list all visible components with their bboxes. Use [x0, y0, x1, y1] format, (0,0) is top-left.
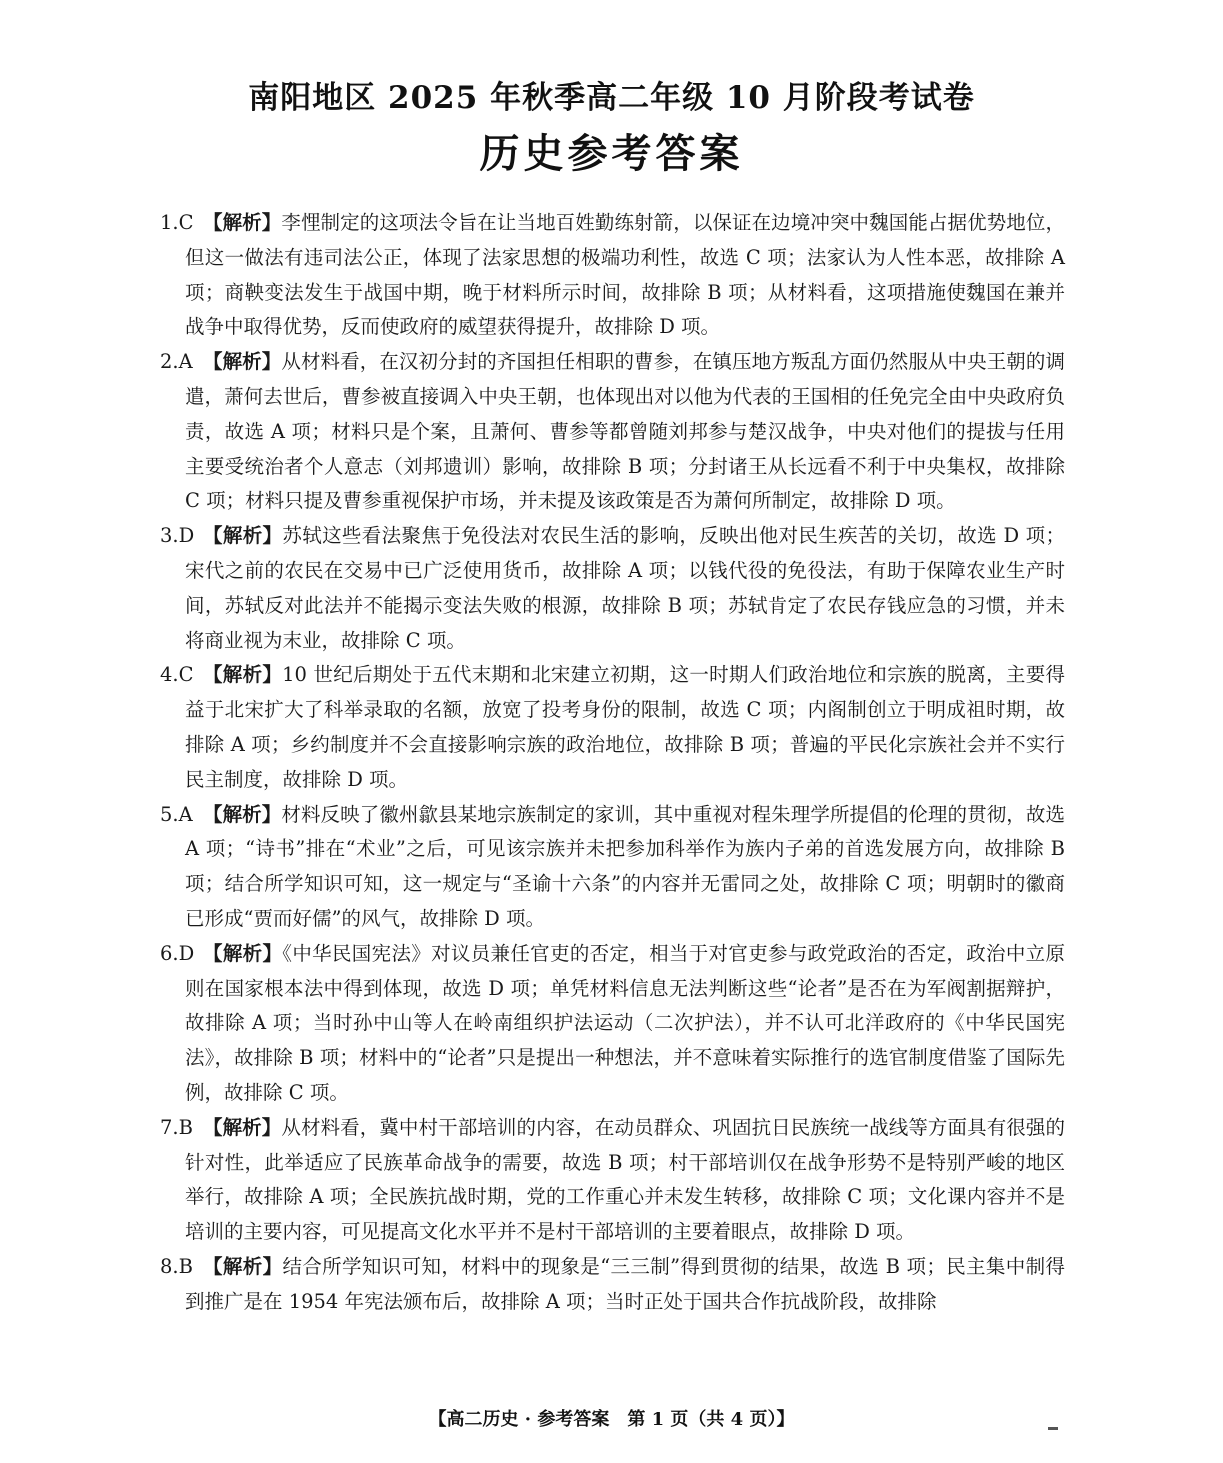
- analysis-text: 从材料看，在汉初分封的齐国担任相职的曹参，在镇压地方叛乱方面仍然服从中央王朝的调遣，萧何去世后，曹参被直接调入中央王朝，也体现出对以他为代表的王国相的任免完全由中央政府负责，故选 A 项；材料只是个案，且萧何、曹参等都曾随刘邦参与楚汉战争，中央对他们的提拔与任用主要受统治者个人意志（刘邦遗训）影响，故排除 B 项；分封诸王从长远看不利于中央集权，故排除 C 项；材料只提及曹参重视保护市场，并未提及该政策是否为萧何所制定，故排除 D 项。: [185, 350, 1065, 513]
- answer-item-3: [160, 519, 1065, 658]
- question-number: 3.D: [160, 524, 195, 548]
- question-number: 6.D: [160, 941, 195, 965]
- analysis-text: 结合所学知识可知，材料中的现象是“三三制”得到贯彻的结果，故选 B 项；民主集中制得到推广是在 1954 年宪法颁布后，故排除 A 项；当时正处于国共合作抗战阶段，故排除: [185, 1254, 1065, 1313]
- page-footer: 【高二历史 · 参考答案 第 1 页（共 4 页）】: [428, 1409, 795, 1430]
- analysis-tag: 【解析】: [203, 941, 283, 965]
- answer-item-2: [160, 345, 1065, 519]
- exam-title: 南阳地区 2025 年秋季高二年级 10 月阶段考试卷: [248, 80, 975, 116]
- analysis-tag: 【解析】: [203, 1254, 283, 1278]
- answer-item-4: [160, 658, 1065, 797]
- analysis-text: 《中华民国宪法》对议员兼任官吏的否定，相当于对官吏参与政党政治的否定，政治中立原则在国家根本法中得到体现，故选 D 项；单凭材料信息无法判断这些“论者”是否在为军阀割据辩护，故排除 A 项；当时孙中山等人在岭南组织护法运动（二次护法），并不认可北洋政府的《中华民国宪法》，故排除 B 项；材料中的“论者”只是提出一种想法，并不意味着实际推行的选官制度借鉴了国际先例，故排除 C 项。: [185, 941, 1065, 1104]
- question-number: 8.B: [160, 1254, 193, 1278]
- question-number: 7.B: [160, 1115, 193, 1139]
- analysis-tag: 【解析】: [203, 211, 282, 234]
- question-number: 5.A: [160, 802, 193, 826]
- analysis-tag: 【解析】: [203, 1115, 282, 1139]
- analysis-text: 从材料看，冀中村干部培训的内容，在动员群众、巩固抗日民族统一战线等方面具有很强的针对性，此举适应了民族革命战争的需要，故选 B 项；村干部培训仅在战争形势不是特别严峻的地区举行，故排除 A 项；全民族抗战时期，党的工作重心并未发生转移，故排除 C 项；文化课内容并不是培训的主要内容，可见提高文化水平并不是村干部培训的主要着眼点，故排除 D 项。: [185, 1115, 1065, 1244]
- analysis-tag: 【解析】: [203, 524, 283, 548]
- analysis-tag: 【解析】: [203, 350, 282, 374]
- answer-item-1: [160, 206, 1065, 345]
- answer-key-title: 历史参考答案: [479, 130, 744, 177]
- analysis-tag: 【解析】: [203, 802, 282, 826]
- question-number: 4.C: [160, 663, 194, 687]
- answer-item-5: [160, 798, 1065, 937]
- answer-list: [160, 206, 1065, 1320]
- answer-item-7: [160, 1111, 1065, 1250]
- analysis-text: 10 世纪后期处于五代末期和北宋建立初期，这一时期人们政治地位和宗族的脱离，主要得益于北宋扩大了科举录取的名额，放宽了投考身份的限制，故选 C 项；内阁制创立于明成祖时期，故排除 A 项；乡约制度并不会直接影响宗族的政治地位，故排除 B 项；普遍的平民化宗族社会并不实行民主制度，故排除 D 项。: [185, 663, 1065, 791]
- question-number: 1.C: [160, 211, 194, 234]
- page-corner-mark: [1048, 1427, 1058, 1430]
- answer-item-6: [160, 937, 1065, 1111]
- analysis-text: 材料反映了徽州歙县某地宗族制定的家训，其中重视对程朱理学所提倡的伦理的贯彻，故选 A 项；“诗书”排在“术业”之后，可见该宗族并未把参加科举作为族内子弟的首选发展方向，故排除 B 项；结合所学知识可知，这一规定与“圣谕十六条”的内容并无雷同之处，故排除 C 项；明朝时的徽商已形成“贾而好儒”的风气，故排除 D 项。: [185, 802, 1065, 930]
- analysis-tag: 【解析】: [203, 663, 283, 687]
- analysis-text: 李悝制定的这项法令旨在让当地百姓勤练射箭，以保证在边境冲突中魏国能占据优势地位，但这一做法有违司法公正，体现了法家思想的极端功利性，故选 C 项；法家认为人性本恶，故排除 A 项；商鞅变法发生于战国中期，晚于材料所示时间，故排除 B 项；从材料看，这项措施使魏国在兼并战争中取得优势，反而使政府的威望获得提升，故排除 D 项。: [185, 211, 1065, 339]
- analysis-text: 苏轼这些看法聚焦于免役法对农民生活的影响，反映出他对民生疾苦的关切，故选 D 项；宋代之前的农民在交易中已广泛使用货币，故排除 A 项；以钱代役的免役法，有助于保障农业生产时间，苏轼反对此法并不能揭示变法失败的根源，故排除 B 项；苏轼肯定了农民存钱应急的习惯，并未将商业视为末业，故排除 C 项。: [185, 524, 1065, 652]
- answer-item-8: [160, 1250, 1065, 1320]
- question-number: 2.A: [160, 350, 193, 374]
